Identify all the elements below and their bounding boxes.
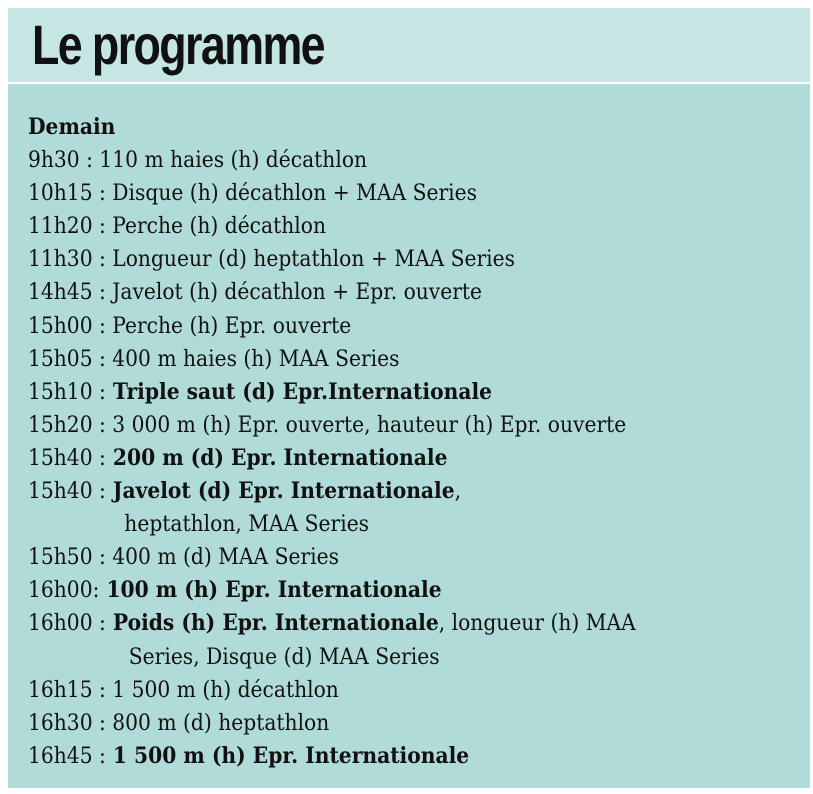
row-time: 14h45 : <box>28 279 106 306</box>
row-time: 10h15 : <box>28 180 106 207</box>
row-time: 16h00: <box>28 577 100 604</box>
row-event-international: Poids (h) Epr. Internationale <box>105 610 439 637</box>
row-time: 15h40 : <box>28 444 106 471</box>
row-time: 15h00 : <box>28 312 106 339</box>
row-event: Perche (h) Epr. ouverte <box>105 312 352 339</box>
schedule-row-continuation: heptathlon, MAA Series <box>124 511 370 538</box>
row-event: 110 m haies (h) décathlon <box>92 147 368 174</box>
row-event-international: Triple saut (d) Epr.Internationale <box>105 378 493 405</box>
row-event: 3 000 m (h) Epr. ouverte, hauteur (h) Epr. ouverte <box>105 411 627 438</box>
row-time: 16h00 : <box>28 610 106 637</box>
row-time: 15h10 : <box>28 378 106 405</box>
schedule <box>28 111 636 773</box>
row-event-international: 100 m (h) Epr. Internationale <box>99 577 442 604</box>
schedule-row <box>28 276 636 309</box>
row-time: 16h30 : <box>28 709 106 736</box>
schedule-row <box>28 475 636 508</box>
row-event: Disque (h) décathlon + MAA Series <box>105 180 477 207</box>
schedule-row <box>28 243 636 276</box>
row-time: 15h05 : <box>28 345 106 372</box>
schedule-row <box>28 144 636 177</box>
row-event: 1 500 m (h) décathlon <box>105 676 339 703</box>
row-time: 11h20 : <box>28 213 106 240</box>
row-event-international: 1 500 m (h) Epr. Internationale <box>105 742 470 769</box>
schedule-row-continuation: Series, Disque (d) MAA Series <box>128 643 440 670</box>
row-event-international: 200 m (d) Epr. Internationale <box>105 444 448 471</box>
schedule-row <box>28 376 636 409</box>
page-title: Le programme <box>32 13 324 76</box>
section-heading: Demain <box>28 114 116 140</box>
programme-box <box>8 8 810 788</box>
row-time: 16h15 : <box>28 676 106 703</box>
row-time: 16h45 : <box>28 742 106 769</box>
row-event: Longueur (d) heptathlon + MAA Series <box>105 246 516 273</box>
row-event: , <box>454 478 462 505</box>
schedule-row <box>28 607 636 640</box>
schedule-row <box>28 442 636 475</box>
row-time: 11h30 : <box>28 246 106 273</box>
row-event: Perche (h) décathlon <box>105 213 326 240</box>
row-event-international: Javelot (d) Epr. Internationale <box>105 478 455 505</box>
row-time: 15h20 : <box>28 411 106 438</box>
schedule-row <box>28 574 636 607</box>
schedule-row <box>28 409 636 442</box>
schedule-row <box>28 740 636 773</box>
row-event: 800 m (d) heptathlon <box>105 709 330 736</box>
row-time: 9h30 : <box>28 147 93 174</box>
schedule-row <box>28 210 636 243</box>
row-event: 400 m (d) MAA Series <box>105 544 340 571</box>
row-event: , longueur (h) MAA <box>438 610 636 637</box>
schedule-row <box>28 541 636 574</box>
row-event: Javelot (h) décathlon + Epr. ouverte <box>105 279 483 306</box>
schedule-row <box>28 343 636 376</box>
schedule-row <box>28 310 636 343</box>
title-bar <box>8 8 810 84</box>
schedule-row <box>28 674 636 707</box>
row-event: 400 m haies (h) MAA Series <box>105 345 400 372</box>
schedule-row <box>28 177 636 210</box>
schedule-row <box>28 707 636 740</box>
row-time: 15h40 : <box>28 478 106 505</box>
row-time: 15h50 : <box>28 544 106 571</box>
